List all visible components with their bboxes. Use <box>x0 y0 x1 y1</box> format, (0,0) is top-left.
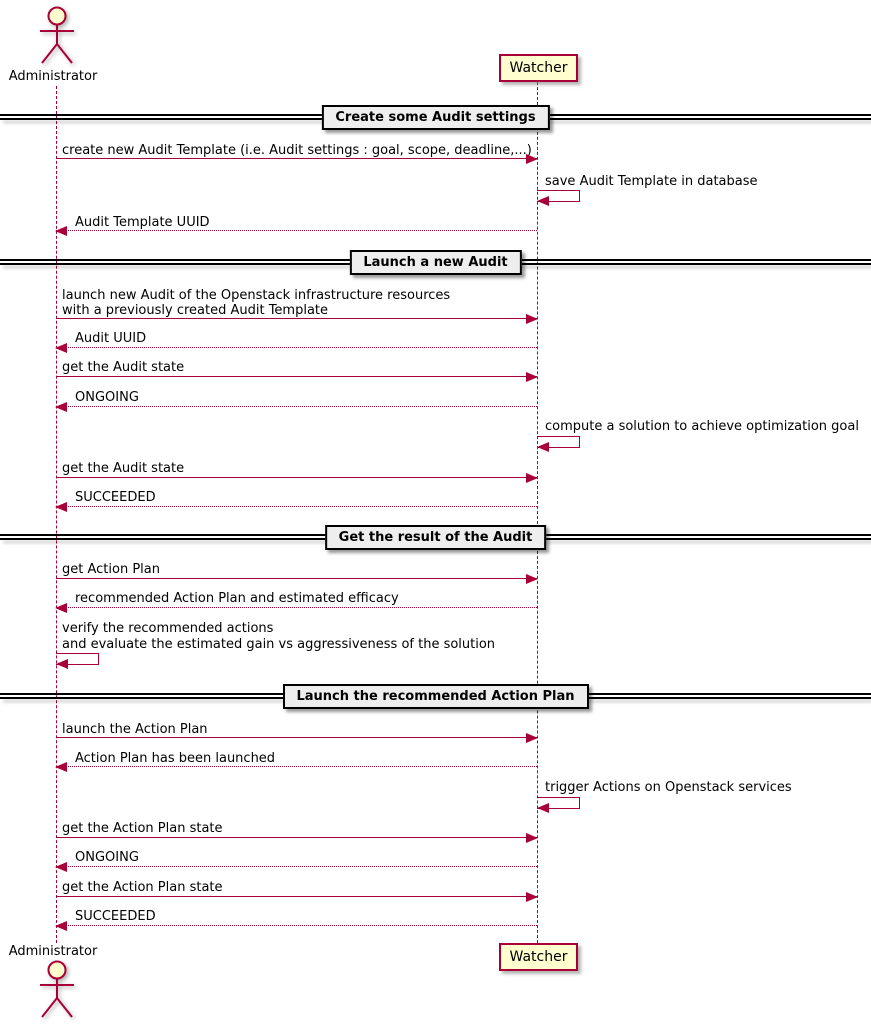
msg-get-plan-state-2: get the Action Plan state <box>62 880 223 895</box>
arrowhead-right-icon <box>526 574 538 584</box>
lifeline-administrator <box>56 86 57 943</box>
arrow-plan-launched <box>56 766 537 767</box>
watcher-box-bottom: Watcher <box>499 943 578 971</box>
arrowhead-right-icon <box>526 473 538 483</box>
arrowhead-left-icon <box>55 862 67 872</box>
msg-get-plan-state-1: get the Action Plan state <box>62 821 223 836</box>
arrow-ongoing-2 <box>56 866 537 867</box>
arrowhead-right-icon <box>526 733 538 743</box>
selfloop-verify <box>56 653 99 665</box>
divider-label-4: Launch the recommended Action Plan <box>282 684 588 709</box>
msg-create-template: create new Audit Template (i.e. Audit settings : goal, scope, deadline,...) <box>62 143 532 158</box>
arrow-template-uuid <box>56 230 537 231</box>
msg-launch-plan: launch the Action Plan <box>62 722 208 737</box>
msg-succeeded-1: SUCCEEDED <box>75 490 156 505</box>
msg-get-audit-state-2: get the Audit state <box>62 461 185 476</box>
arrowhead-left-icon <box>55 402 67 412</box>
selfloop-compute-solution <box>537 436 580 448</box>
msg-trigger-actions: trigger Actions on Openstack services <box>545 780 792 795</box>
msg-compute-solution: compute a solution to achieve optimization goal <box>545 419 859 434</box>
arrow-get-audit-state-2 <box>56 477 537 478</box>
arrowhead-left-icon <box>55 502 67 512</box>
arrow-get-plan-state-1 <box>56 837 537 838</box>
arrow-get-audit-state-1 <box>56 376 537 377</box>
administrator-label-bottom: Administrator <box>8 944 98 959</box>
msg-ongoing-1: ONGOING <box>75 390 139 405</box>
arrowhead-right-icon <box>526 372 538 382</box>
arrowhead-left-icon <box>55 762 67 772</box>
arrowhead-right-icon <box>526 154 538 164</box>
arrow-succeeded-2 <box>56 925 537 926</box>
arrow-get-plan-state-2 <box>56 896 537 897</box>
arrowhead-left-icon <box>55 226 67 236</box>
msg-succeeded-2: SUCCEEDED <box>75 909 156 924</box>
administrator-actor-icon <box>31 6 83 66</box>
msg-recommended-plan: recommended Action Plan and estimated efficacy <box>75 591 399 606</box>
msg-ongoing-2: ONGOING <box>75 850 139 865</box>
arrowhead-left-icon <box>537 442 549 452</box>
arrowhead-right-icon <box>526 833 538 843</box>
msg-plan-launched: Action Plan has been launched <box>75 751 276 766</box>
divider-label-3: Get the result of the Audit <box>325 525 547 550</box>
arrowhead-left-icon <box>55 921 67 931</box>
watcher-box-top: Watcher <box>499 54 578 82</box>
arrow-audit-uuid <box>56 347 537 348</box>
arrowhead-left-icon <box>55 603 67 613</box>
arrow-create-template <box>56 158 537 159</box>
arrow-launch-plan <box>56 737 537 738</box>
arrowhead-left-icon <box>537 196 549 206</box>
selfloop-save-template <box>537 190 580 202</box>
lifeline-watcher <box>537 82 538 943</box>
arrow-get-action-plan <box>56 578 537 579</box>
arrow-recommended-plan <box>56 607 537 608</box>
arrowhead-right-icon <box>526 892 538 902</box>
arrowhead-left-icon <box>537 803 549 813</box>
arrow-launch-audit <box>56 318 537 319</box>
arrowhead-right-icon <box>526 314 538 324</box>
divider-label-2: Launch a new Audit <box>349 250 521 275</box>
msg-verify-line2: and evaluate the estimated gain vs aggressiveness of the solution <box>62 637 496 652</box>
arrow-ongoing-1 <box>56 406 537 407</box>
arrow-succeeded-1 <box>56 506 537 507</box>
msg-launch-audit-line1: launch new Audit of the Openstack infrastructure resources <box>62 288 451 303</box>
arrowhead-left-icon <box>55 343 67 353</box>
divider-label-1: Create some Audit settings <box>321 105 549 130</box>
msg-launch-audit-line2: with a previously created Audit Template <box>62 303 329 318</box>
msg-audit-uuid: Audit UUID <box>75 331 147 346</box>
administrator-label-top: Administrator <box>8 69 98 84</box>
msg-verify-line1: verify the recommended actions <box>62 621 274 636</box>
msg-save-template: save Audit Template in database <box>545 174 758 189</box>
msg-template-uuid: Audit Template UUID <box>75 215 210 230</box>
administrator-actor-icon-bottom <box>31 960 83 1020</box>
msg-get-action-plan: get Action Plan <box>62 562 160 577</box>
arrowhead-left-icon <box>56 659 68 669</box>
msg-get-audit-state-1: get the Audit state <box>62 360 185 375</box>
selfloop-trigger-actions <box>537 797 580 809</box>
